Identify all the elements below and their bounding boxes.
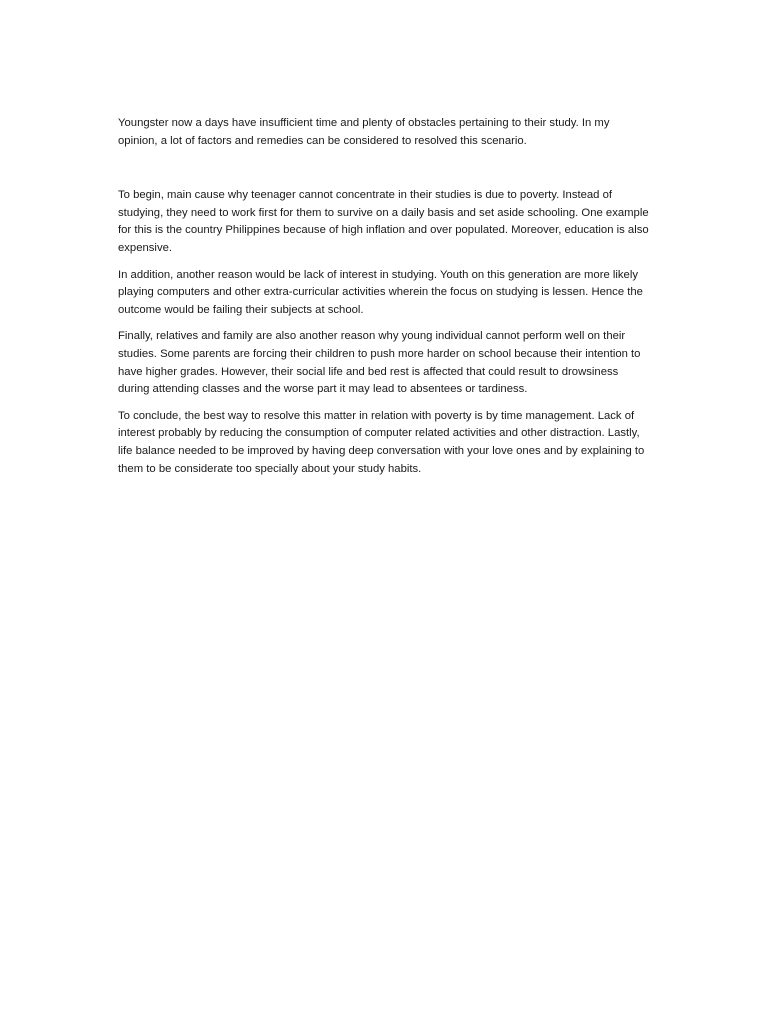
paragraph-poverty: To begin, main cause why teenager cannot concentrate in their studies is due to poverty. Instead of studying, they need to work first for them to survive on a daily basis and set aside schooling. One example for this is the country Philippines because of high inflation and over populated. Moreover, education is also expensive. bbox=[118, 189, 649, 254]
essay-body bbox=[118, 115, 650, 487]
paragraph-lack-of-interest: In addition, another reason would be lack of interest in studying. Youth on this generation are more likely playing computers and other extra-curricular activities wherein the focus on studying is lessen. Hence the outcome would be failing their subjects at school. bbox=[118, 268, 643, 316]
paragraph-family: Finally, relatives and family are also another reason why young individual cannot perform well on their studies. Some parents are forcing their children to push more harder on school because their intention to have higher grades. However, their social life and bed rest is affected that could result to drowsiness during attending classes and the worse part it may lead to absentees or tardiness. bbox=[118, 330, 641, 396]
paragraph-intro: Youngster now a days have insufficient time and plenty of obstacles pertaining to their study. In my opinion, a lot of factors and remedies can be considered to resolved this scenario. bbox=[118, 117, 610, 147]
paragraph-conclusion: To conclude, the best way to resolve this matter in relation with poverty is by time management. Lack of interest probably by reducing the consumption of computer related activities and other distraction. Lastly, life balance needed to be improved by having deep conversation with your love ones and by explaining to them to be considerate too specially about your study habits. bbox=[118, 409, 645, 475]
